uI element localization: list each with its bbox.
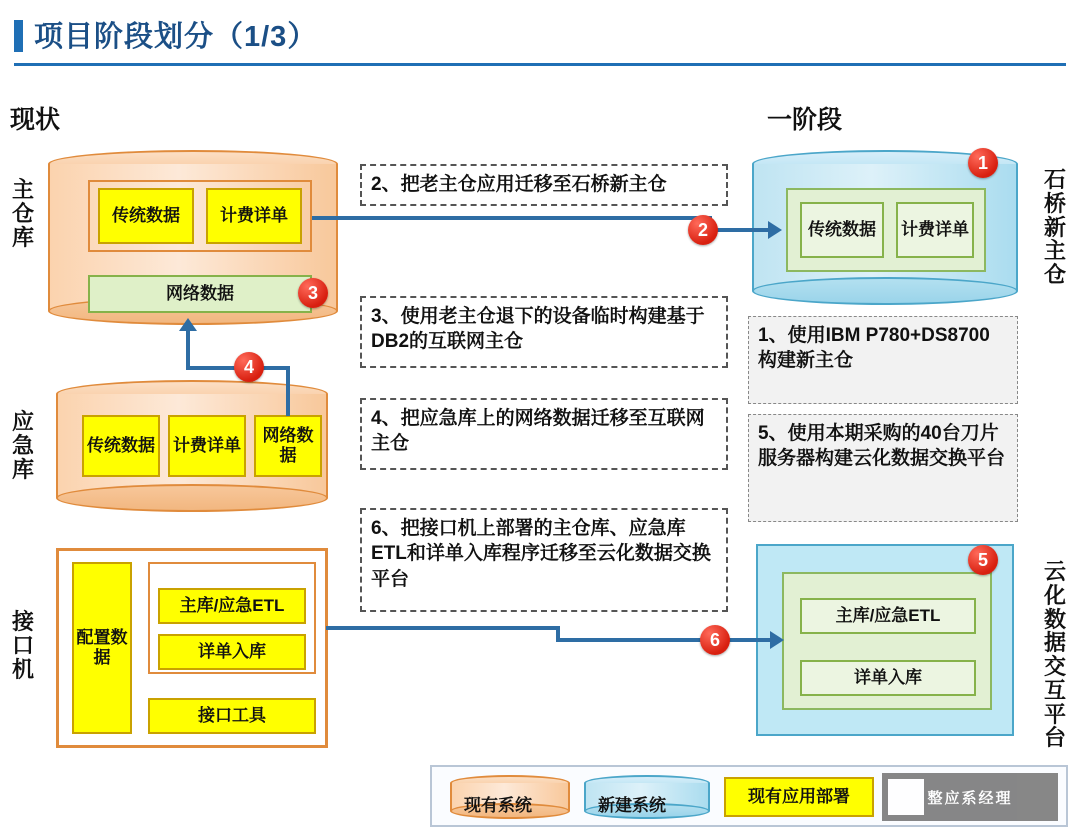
connector-2-line [312,216,712,220]
note-1: 1、使用IBM P780+DS8700构建新主仓 [748,316,1018,404]
page-title: 项目阶段划分（1/3） [34,21,318,53]
connector-6-line-b [556,638,712,642]
label-emergency: 应急库 [11,409,34,482]
note-4: 4、把应急库上的网络数据迁移至互联网主仓 [360,398,728,470]
note-5: 5、使用本期采购的40台刀片服务器构建云化数据交换平台 [748,414,1018,522]
emergency-box-network: 网络数据 [254,415,322,477]
title-divider [14,63,1066,66]
badge-4: 4 [234,352,264,382]
connector-6-line-c [726,638,774,642]
note-6: 6、把接口机上部署的主仓库、应急库ETL和详单入库程序迁移至云化数据交换平台 [360,508,728,612]
interface-box-etl: 主库/应急ETL [158,588,306,624]
label-interface-machine: 接口机 [11,609,34,682]
connector-4-vertical-right [286,368,290,416]
connector-6-arrow [770,631,784,649]
badge-2: 2 [688,215,718,245]
cylinder-bottom [56,484,328,512]
title-accent-bar [14,20,23,52]
emergency-box-billing: 计费详单 [168,415,246,477]
qr-code-icon [888,779,924,815]
connector-6-line-a [326,626,560,630]
badge-3: 3 [298,278,328,308]
badge-6: 6 [700,625,730,655]
main-warehouse-box-billing: 计费详单 [206,188,302,244]
label-shiqiao-new: 石桥新主仓 [1043,167,1066,287]
section-header-current: 现状 [10,106,61,134]
legend-label-existing: 现有系统 [464,796,532,815]
badge-1: 1 [968,148,998,178]
cloud-box-etl: 主库/应急ETL [800,598,976,634]
shiqiao-box-traditional: 传统数据 [800,202,884,258]
legend-box-app: 现有应用部署 [724,777,874,817]
interface-box-detail-load: 详单入库 [158,634,306,670]
watermark [882,773,1058,821]
label-main-warehouse: 主仓库 [11,177,34,250]
cylinder-bottom [752,277,1018,305]
cloud-box-detail-load: 详单入库 [800,660,976,696]
emergency-box-traditional: 传统数据 [82,415,160,477]
main-warehouse-box-traditional: 传统数据 [98,188,194,244]
note-3: 3、使用老主仓退下的设备临时构建基于DB2的互联网主仓 [360,296,728,368]
shiqiao-box-billing: 计费详单 [896,202,974,258]
legend-label-new: 新建系统 [598,796,666,815]
interface-box-tools: 接口工具 [148,698,316,734]
connector-4-vertical-left [186,330,190,368]
main-warehouse-network-data: 网络数据 [88,275,312,313]
badge-5: 5 [968,545,998,575]
watermark-text: 整应系经理 [927,789,1013,807]
title-bar [0,8,1080,60]
connector-4-arrow [179,318,197,331]
connector-2-arrow [768,221,782,239]
note-2: 2、把老主仓应用迁移至石桥新主仓 [360,164,728,206]
label-cloud-platform: 云化数据交互平台 [1043,559,1066,751]
section-header-phase1: 一阶段 [767,106,843,134]
interface-config-data: 配置数据 [72,562,132,734]
legend-panel [430,765,1068,827]
